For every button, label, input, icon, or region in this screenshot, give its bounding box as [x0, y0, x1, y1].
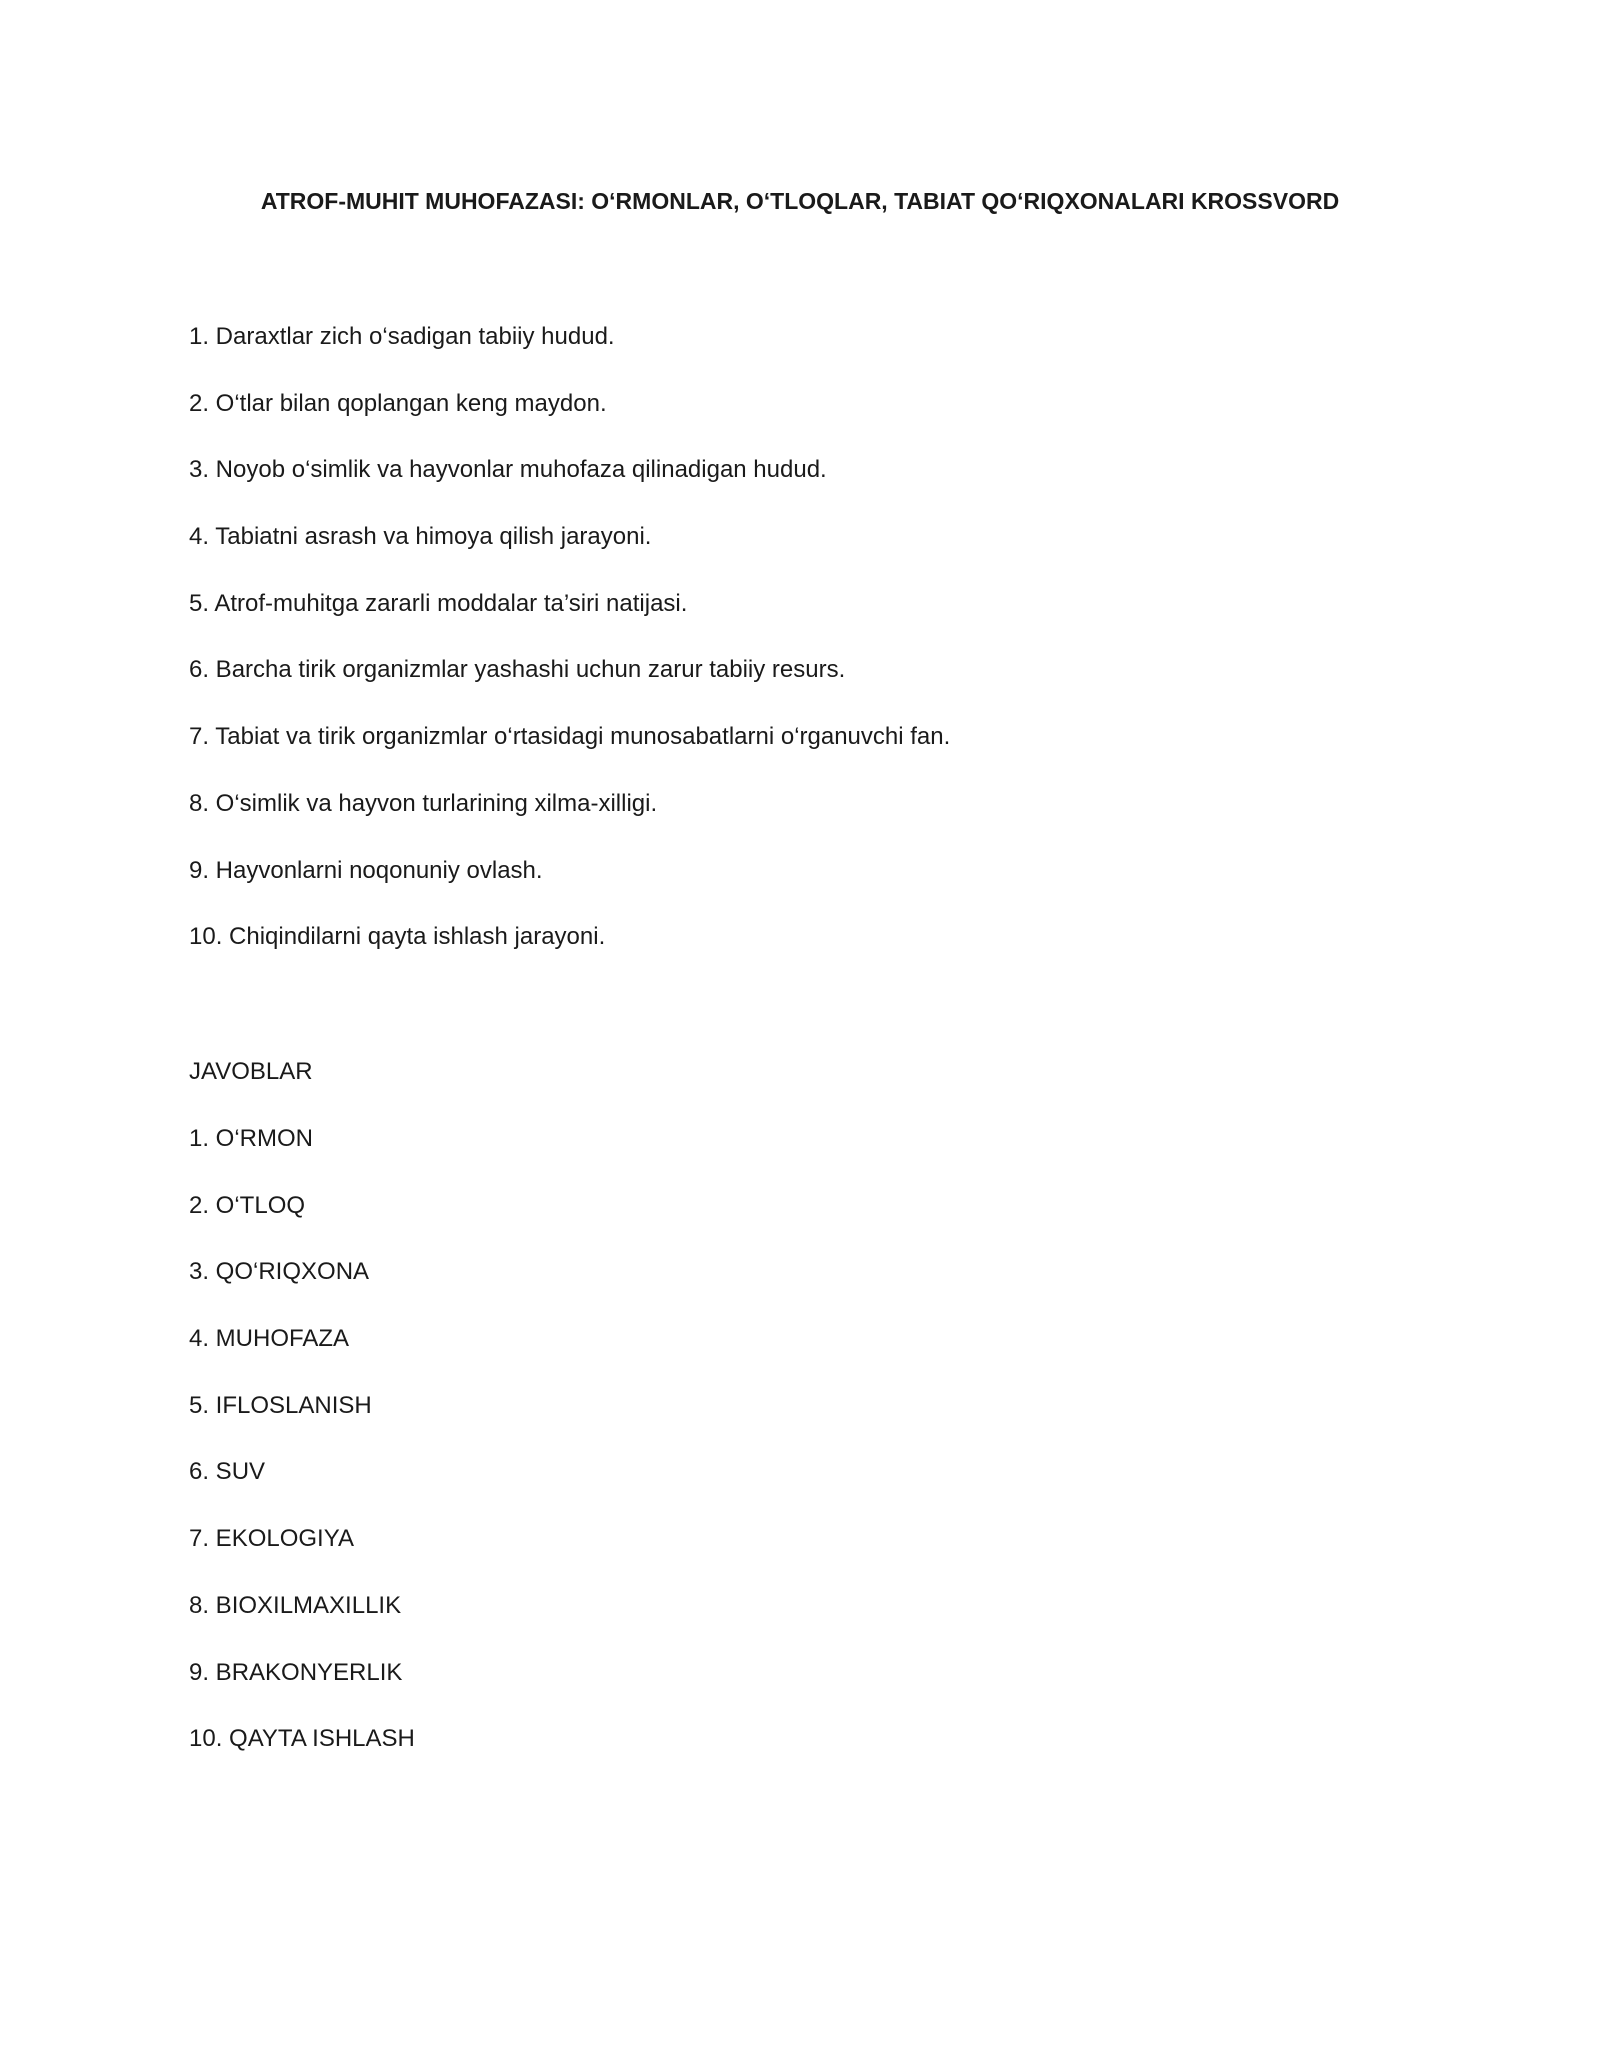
clue-item: 8. O‘simlik va hayvon turlarining xilma-xilligi. [189, 789, 658, 817]
clue-list [189, 322, 950, 989]
answer-item: 6. SUV [189, 1458, 266, 1486]
answers-heading: JAVOBLAR [189, 1058, 313, 1085]
clue-item: 5. Atrof-muhitga zararli moddalar ta’siri natijasi. [189, 589, 688, 617]
answer-item: 1. O‘RMON [189, 1125, 314, 1152]
answer-item: 2. O‘TLOQ [189, 1191, 306, 1219]
answer-item: 7. EKOLOGIYA [189, 1525, 354, 1553]
answer-item: 8. BIOXILMAXILLIK [189, 1591, 402, 1619]
clue-item: 1. Daraxtlar zich o‘sadigan tabiiy hudud. [189, 323, 615, 350]
clue-item: 3. Noyob o‘simlik va hayvonlar muhofaza qilinadigan hudud. [189, 456, 827, 484]
answer-item: 3. QO‘RIQXONA [189, 1258, 370, 1286]
clue-item: 4. Tabiatni asrash va himoya qilish jarayoni. [189, 523, 652, 551]
clue-item: 2. O‘tlar bilan qoplangan keng maydon. [189, 389, 607, 417]
clue-item: 7. Tabiat va tirik organizmlar o‘rtasidagi munosabatlarni o‘rganuvchi fan. [189, 723, 951, 751]
page-title: ATROF-MUHIT MUHOFAZASI: O‘RMONLAR, O‘TLOQLAR, TABIAT QO‘RIQXONALARI KROSSVORD [260, 188, 1340, 214]
clue-item: 9. Hayvonlarni noqonuniy ovlash. [189, 856, 543, 884]
answer-item: 5. IFLOSLANISH [189, 1391, 372, 1419]
clue-item: 10. Chiqindilarni qayta ishlash jarayoni. [189, 923, 606, 951]
answer-item: 4. MUHOFAZA [189, 1325, 350, 1353]
answer-item: 9. BRAKONYERLIK [189, 1658, 403, 1686]
answer-list [189, 1124, 415, 1791]
answer-item: 10. QAYTA ISHLASH [189, 1725, 415, 1753]
clue-item: 6. Barcha tirik organizmlar yashashi uchun zarur tabiiy resurs. [189, 656, 846, 684]
